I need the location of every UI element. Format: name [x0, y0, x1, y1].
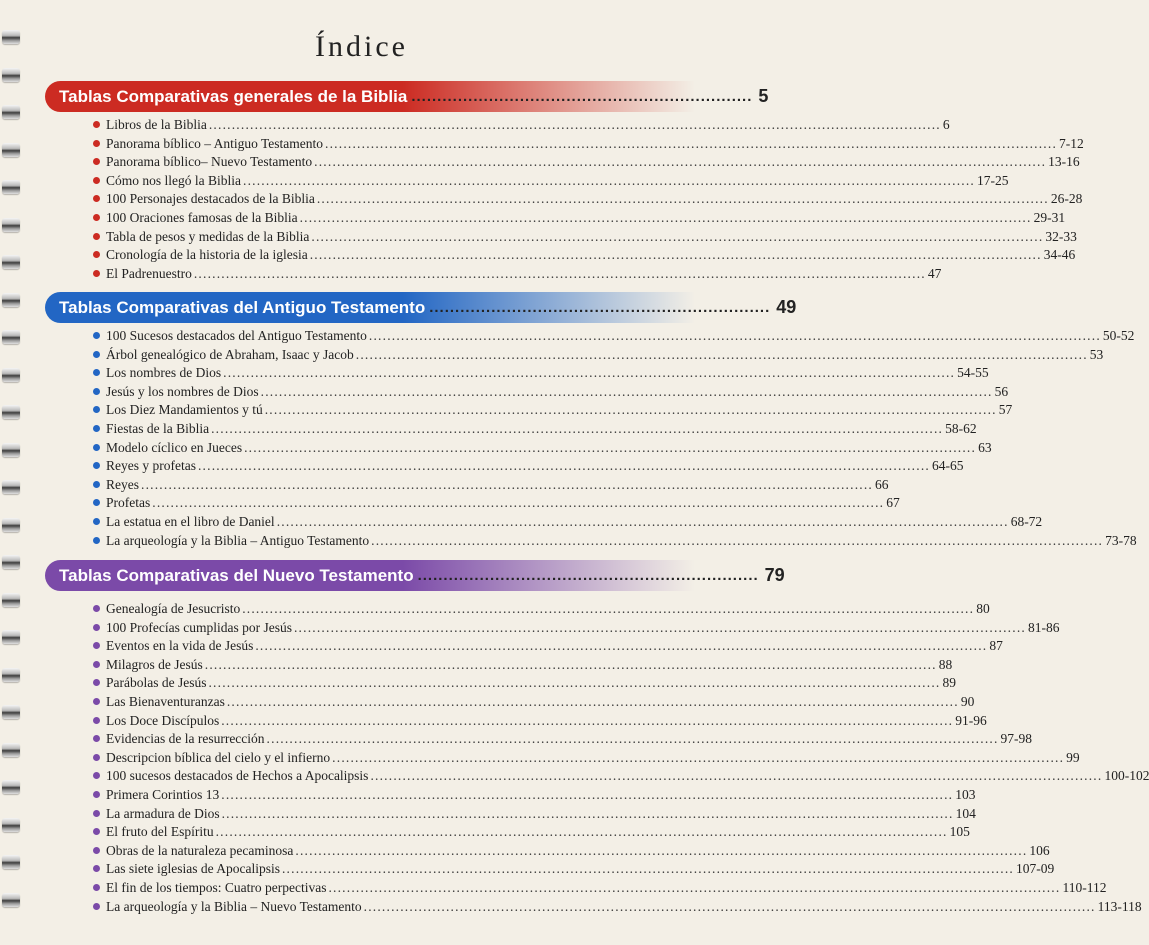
- spiral-coil: [2, 368, 20, 382]
- leader-dots: ................................................................................................................................................................: [197, 458, 930, 474]
- section-general: [45, 81, 1084, 283]
- leader-dots: ................................................................................................................................................................: [293, 619, 1026, 635]
- spiral-coil: [2, 705, 20, 719]
- spiral-coil: [2, 143, 20, 157]
- toc-entry[interactable]: [45, 190, 1083, 209]
- toc-entry[interactable]: [45, 420, 977, 439]
- leader-dots: ................................................................................................................................................................: [204, 656, 937, 672]
- entry-page-number: 63: [978, 439, 992, 455]
- entry-title: 100 Oraciones famosas de la Biblia: [106, 209, 298, 225]
- spiral-coil: [2, 105, 20, 119]
- leader-dots: ................................................................................................................................................................: [193, 265, 926, 281]
- section-page-number: 79: [764, 565, 785, 585]
- entry-page-number: 89: [942, 675, 956, 691]
- bullet-icon: [93, 735, 100, 742]
- entry-list: [45, 600, 1149, 916]
- entry-page-number: 13-16: [1048, 154, 1080, 170]
- section-banner[interactable]: [45, 560, 785, 591]
- toc-entry[interactable]: [45, 116, 950, 135]
- bullet-icon: [93, 332, 100, 339]
- entry-page-number: 54-55: [957, 365, 989, 381]
- entry-page-number: 26-28: [1050, 191, 1083, 207]
- spiral-coil: [2, 255, 20, 269]
- leader-dots: ................................................................................................................................................................: [221, 712, 954, 728]
- entry-title: 100 sucesos destacados de Hechos a Apocalipsis: [106, 768, 369, 784]
- leader-dots: ................................................................................................................................................................: [215, 824, 948, 840]
- leader-dots: ................................................................................................................................................................: [314, 154, 1047, 170]
- entry-page-number: 56: [994, 383, 1009, 399]
- spiral-coil: [2, 780, 20, 794]
- entry-page-number: 32-33: [1045, 228, 1077, 244]
- spiral-coil: [2, 893, 20, 907]
- leader-dots: ................................................................................................................................................................: [208, 675, 941, 691]
- leader-dots: ................................................................................................................................................................: [242, 601, 975, 616]
- spiral-coil: [2, 555, 20, 569]
- entry-page-number: 66: [875, 476, 889, 492]
- section-heading: Tablas Comparativas generales de la Biblia: [59, 86, 408, 106]
- entry-title: Evidencias de la resurrección: [106, 731, 265, 747]
- entry-page-number: 67: [886, 495, 900, 511]
- entry-title: Panorama bíblico – Antiguo Testamento: [106, 135, 324, 151]
- bullet-icon: [93, 791, 100, 798]
- entry-title: Las Bienaventuranzas: [106, 693, 225, 709]
- entry-title: Reyes y profetas: [106, 458, 196, 474]
- bullet-icon: [93, 642, 100, 649]
- entry-page-number: 91-96: [955, 712, 987, 728]
- bullet-icon: [93, 462, 100, 469]
- entry-page-number: 90: [960, 693, 975, 709]
- toc-entry[interactable]: [45, 637, 1003, 656]
- entry-page-number: 100-102: [1104, 768, 1149, 784]
- leader-dots: ................................................................................................................................................................: [255, 638, 988, 654]
- entry-page-number: 29-31: [1033, 209, 1066, 225]
- entry-page-number: 80: [976, 601, 990, 616]
- toc-entry[interactable]: [45, 135, 1084, 154]
- entry-title: Los Doce Discípulos: [106, 712, 220, 728]
- bullet-icon: [93, 679, 100, 686]
- entry-page-number: 113-118: [1097, 898, 1142, 914]
- bullet-icon: [93, 444, 100, 451]
- entry-page-number: 81-86: [1027, 619, 1060, 635]
- toc-entry[interactable]: [45, 805, 976, 824]
- toc-entry[interactable]: [45, 730, 1033, 749]
- bullet-icon: [93, 425, 100, 432]
- leader-dots: ................................................................................................................................................................: [368, 328, 1101, 343]
- bullet-icon: [93, 251, 100, 258]
- leader-dots: ................................................................................................................................................................: [299, 209, 1032, 225]
- toc-entry[interactable]: [45, 457, 964, 476]
- spiral-coil: [2, 743, 20, 757]
- spiral-coil: [2, 818, 20, 832]
- toc-entry[interactable]: [45, 619, 1060, 638]
- toc-entry[interactable]: [45, 172, 1009, 191]
- leader-dots: ................................................................................................................................................................: [243, 172, 975, 188]
- bullet-icon: [93, 698, 100, 705]
- leader-dots: ................................................................................................................................................................: [276, 513, 1009, 529]
- leader-dots: ................................................................................................................................................................: [264, 402, 997, 418]
- leader-dots: ................................................................................................................................................................: [316, 191, 1049, 207]
- spiral-coil: [2, 330, 20, 344]
- bullet-icon: [93, 177, 100, 184]
- section-old-testament: [45, 292, 1137, 550]
- toc-entry[interactable]: [45, 879, 1107, 898]
- bullet-icon: [93, 140, 100, 147]
- leader-dots: ................................................................................................................................................................: [223, 365, 956, 381]
- toc-entry[interactable]: [45, 712, 987, 731]
- leader-dots: ..................................................................: [411, 88, 753, 105]
- bullet-icon: [93, 499, 100, 506]
- entry-page-number: 104: [955, 805, 976, 821]
- entry-title: Primera Corintios 13: [106, 786, 220, 802]
- leader-dots: ................................................................................................................................................................: [355, 346, 1088, 362]
- leader-dots: ..................................................................: [417, 567, 759, 584]
- toc-entry[interactable]: [45, 693, 975, 712]
- entry-page-number: 105: [949, 824, 970, 840]
- entry-title: La arqueología y la Biblia – Antiguo Testamento: [106, 532, 370, 548]
- spiral-coil: [2, 518, 20, 532]
- entry-title: Descripcion bíblica del cielo y el infierno: [106, 749, 331, 765]
- leader-dots: ................................................................................................................................................................: [370, 768, 1103, 784]
- entry-title: El Padrenuestro: [106, 265, 192, 281]
- leader-dots: ................................................................................................................................................................: [325, 135, 1058, 151]
- toc-entry[interactable]: [45, 842, 1050, 861]
- entry-page-number: 110-112: [1062, 879, 1107, 895]
- entry-title: Los nombres de Dios: [106, 365, 222, 381]
- bullet-icon: [93, 121, 100, 128]
- entry-page-number: 99: [1066, 749, 1080, 765]
- spiral-coil: [2, 405, 20, 419]
- entry-page-number: 68-72: [1010, 513, 1043, 529]
- bullet-icon: [93, 661, 100, 668]
- entry-page-number: 58-62: [945, 420, 977, 436]
- entry-title: Reyes: [106, 476, 139, 492]
- spiral-coil: [2, 218, 20, 232]
- entry-page-number: 88: [938, 656, 953, 672]
- entry-page-number: 87: [989, 638, 1003, 654]
- toc-entry[interactable]: [45, 674, 956, 693]
- entry-page-number: 50-52: [1102, 328, 1135, 343]
- toc-entry[interactable]: [45, 656, 953, 675]
- entry-page-number: 7-12: [1059, 135, 1084, 151]
- toc-entry[interactable]: [45, 600, 990, 619]
- entry-title: Panorama bíblico– Nuevo Testamento: [106, 154, 313, 170]
- leader-dots: ................................................................................................................................................................: [332, 749, 1065, 765]
- section-page-number: 49: [776, 297, 797, 317]
- bullet-icon: [93, 903, 100, 910]
- bullet-icon: [93, 406, 100, 413]
- bullet-icon: [93, 214, 100, 221]
- entry-page-number: 103: [955, 786, 976, 802]
- bullet-icon: [93, 270, 100, 277]
- leader-dots: ................................................................................................................................................................: [371, 532, 1104, 548]
- entry-list: [45, 116, 1084, 283]
- toc-entry[interactable]: [45, 513, 1043, 532]
- leader-dots: ................................................................................................................................................................: [141, 476, 873, 492]
- entry-title: Cómo nos llegó la Biblia: [106, 172, 241, 188]
- section-new-testament: [45, 560, 1149, 916]
- spiral-coil: [2, 480, 20, 494]
- toc-entry[interactable]: [45, 346, 1104, 365]
- entry-title: 100 Profecías cumplidas por Jesús: [106, 619, 292, 635]
- section-page-number: 5: [758, 86, 769, 106]
- leader-dots: ................................................................................................................................................................: [281, 861, 1014, 877]
- bullet-icon: [93, 624, 100, 631]
- entry-page-number: 57: [998, 402, 1013, 418]
- leader-dots: ..................................................................: [429, 299, 771, 316]
- section-banner[interactable]: [45, 292, 797, 323]
- toc-entry[interactable]: [45, 767, 1149, 786]
- bullet-icon: [93, 233, 100, 240]
- toc-entry[interactable]: [45, 153, 1080, 172]
- bullet-icon: [93, 388, 100, 395]
- spiral-coil: [2, 855, 20, 869]
- entry-title: Modelo cíclico en Jueces: [106, 439, 243, 455]
- entry-title: La estatua en el libro de Daniel: [106, 513, 275, 529]
- entry-title: El fruto del Espíritu: [106, 824, 214, 840]
- leader-dots: ................................................................................................................................................................: [221, 805, 954, 821]
- leader-dots: ................................................................................................................................................................: [226, 693, 959, 709]
- toc-entry[interactable]: [45, 860, 1055, 879]
- spiral-coil: [2, 593, 20, 607]
- entry-title: La armadura de Dios: [106, 805, 220, 821]
- bullet-icon: [93, 605, 100, 612]
- toc-entry[interactable]: [45, 228, 1077, 247]
- toc-entry[interactable]: [45, 439, 992, 458]
- bullet-icon: [93, 865, 100, 872]
- leader-dots: ................................................................................................................................................................: [309, 247, 1042, 263]
- entry-title: Cronología de la historia de la iglesia: [106, 247, 308, 263]
- entry-title: Profetas: [106, 495, 151, 511]
- toc-entry[interactable]: [45, 401, 1013, 420]
- section-heading: Tablas Comparativas del Nuevo Testamento: [59, 565, 414, 585]
- toc-entry[interactable]: [45, 265, 942, 284]
- entry-title: Fiestas de la Biblia: [106, 420, 210, 436]
- leader-dots: ................................................................................................................................................................: [260, 383, 993, 399]
- entry-title: Las siete iglesias de Apocalipsis: [106, 861, 280, 877]
- bullet-icon: [93, 351, 100, 358]
- section-banner[interactable]: [45, 81, 769, 112]
- spiral-coil: [2, 293, 20, 307]
- entry-page-number: 107-09: [1015, 861, 1055, 877]
- entry-page-number: 64-65: [931, 458, 964, 474]
- toc-entry[interactable]: [45, 749, 1080, 768]
- entry-page-number: 97-98: [1000, 731, 1033, 747]
- section-heading: Tablas Comparativas del Antiguo Testamento: [59, 297, 426, 317]
- toc-entry[interactable]: [45, 898, 1142, 917]
- spiral-coil: [2, 180, 20, 194]
- entry-title: La arqueología y la Biblia – Nuevo Testamento: [106, 898, 362, 914]
- entry-title: Milagros de Jesús: [106, 656, 203, 672]
- spiral-coil: [2, 68, 20, 82]
- toc-entry[interactable]: [45, 209, 1066, 228]
- toc-entry[interactable]: [45, 494, 900, 513]
- entry-title: El fin de los tiempos: Cuatro perpectivas: [106, 879, 327, 895]
- spiral-coil: [2, 443, 20, 457]
- entry-page-number: 73-78: [1105, 532, 1137, 548]
- toc-entry[interactable]: [45, 786, 976, 805]
- toc-entry[interactable]: [45, 532, 1137, 551]
- bullet-icon: [93, 537, 100, 544]
- bullet-icon: [93, 481, 100, 488]
- spiral-coil: [2, 630, 20, 644]
- bullet-icon: [93, 369, 100, 376]
- bullet-icon: [93, 828, 100, 835]
- entry-title: Parábolas de Jesús: [106, 675, 207, 691]
- toc-entry[interactable]: [45, 246, 1076, 265]
- entry-title: Jesús y los nombres de Dios: [106, 383, 259, 399]
- entry-page-number: 53: [1089, 346, 1104, 362]
- toc-entry[interactable]: [45, 327, 1135, 346]
- leader-dots: ................................................................................................................................................................: [244, 439, 977, 455]
- page-title: Índice: [315, 30, 408, 63]
- spiral-binding: [0, 0, 26, 945]
- entry-title: Árbol genealógico de Abraham, Isaac y Jacob: [106, 346, 354, 362]
- bullet-icon: [93, 754, 100, 761]
- bullet-icon: [93, 518, 100, 525]
- bullet-icon: [93, 158, 100, 165]
- leader-dots: ................................................................................................................................................................: [208, 117, 941, 132]
- bullet-icon: [93, 195, 100, 202]
- leader-dots: ................................................................................................................................................................: [266, 731, 999, 747]
- entry-page-number: 34-46: [1043, 247, 1076, 263]
- entry-title: 100 Sucesos destacados del Antiguo Testamento: [106, 328, 367, 343]
- entry-title: Eventos en la vida de Jesús: [106, 638, 254, 654]
- spiral-coil: [2, 668, 20, 682]
- entry-list: [45, 327, 1137, 550]
- toc-entry[interactable]: [45, 823, 970, 842]
- leader-dots: ................................................................................................................................................................: [311, 228, 1044, 244]
- toc-entry[interactable]: [45, 364, 989, 383]
- leader-dots: ................................................................................................................................................................: [295, 842, 1028, 858]
- entry-title: Los Diez Mandamientos y tú: [106, 402, 263, 418]
- entry-title: Libros de la Biblia: [106, 117, 207, 132]
- bullet-icon: [93, 847, 100, 854]
- entry-title: 100 Personajes destacados de la Biblia: [106, 191, 315, 207]
- entry-title: Genealogía de Jesucristo: [106, 601, 241, 616]
- entry-title: Tabla de pesos y medidas de la Biblia: [106, 228, 310, 244]
- leader-dots: ................................................................................................................................................................: [152, 495, 885, 511]
- entry-title: Obras de la naturaleza pecaminosa: [106, 842, 294, 858]
- leader-dots: ................................................................................................................................................................: [328, 879, 1061, 895]
- entry-page-number: 106: [1029, 842, 1050, 858]
- leader-dots: ................................................................................................................................................................: [363, 898, 1096, 914]
- bullet-icon: [93, 810, 100, 817]
- leader-dots: ................................................................................................................................................................: [211, 420, 944, 436]
- bullet-icon: [93, 884, 100, 891]
- entry-page-number: 6: [942, 117, 950, 132]
- toc-entry[interactable]: [45, 383, 1009, 402]
- entry-page-number: 47: [927, 265, 942, 281]
- entry-page-number: 17-25: [977, 172, 1009, 188]
- toc-entry[interactable]: [45, 476, 889, 495]
- leader-dots: ................................................................................................................................................................: [221, 786, 954, 802]
- bullet-icon: [93, 772, 100, 779]
- bullet-icon: [93, 717, 100, 724]
